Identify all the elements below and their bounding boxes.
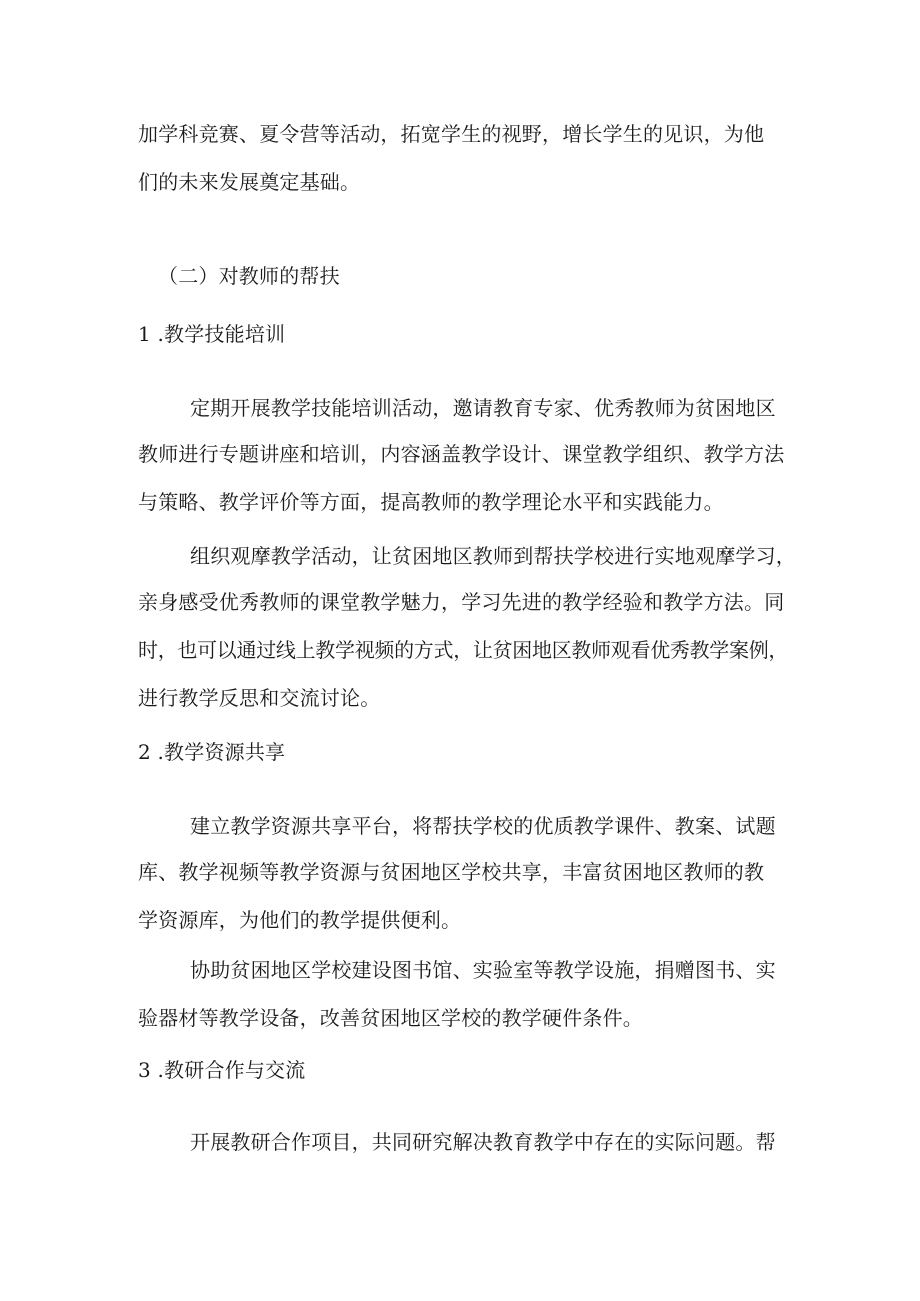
paragraph-line: 开展教研合作项目，共同研究解决教育教学中存在的实际问题。帮	[190, 1130, 776, 1154]
paragraph-line: 亲身感受优秀教师的课堂教学魅力，学习先进的教学经验和教学方法。同	[138, 590, 785, 614]
paragraph-line: 建立教学资源共享平台，将帮扶学校的优质教学课件、教案、试题	[190, 814, 776, 838]
paragraph-line: 学资源库，为他们的教学提供便利。	[138, 908, 462, 932]
paragraph-line: 加学科竞赛、夏令营等活动，拓宽学生的视野，增长学生的见识，为他	[138, 122, 765, 146]
paragraph-line: 组织观摩教学活动，让贫困地区教师到帮扶学校进行实地观摩学习，	[190, 544, 796, 568]
paragraph-line: 协助贫困地区学校建设图书馆、实验室等教学设施，捐赠图书、实	[190, 958, 776, 982]
paragraph-line: 时，也可以通过线上教学视频的方式，让贫困地区教师观看优秀教学案例，	[138, 638, 789, 662]
paragraph-line: 库、教学视频等教学资源与贫困地区学校共享，丰富贫困地区教师的教	[138, 860, 765, 884]
paragraph-line: 进行教学反思和交流讨论。	[138, 686, 381, 710]
paragraph-line: 们的未来发展奠定基础。	[138, 170, 361, 194]
paragraph-line: 验器材等教学设备，改善贫困地区学校的教学硬件条件。	[138, 1006, 643, 1030]
subsection-heading: 2 .教学资源共享	[138, 740, 286, 764]
paragraph-line: 教师进行专题讲座和培训，内容涵盖教学设计、课堂教学组织、教学方法	[138, 442, 785, 466]
subsection-heading: 1 .教学技能培训	[138, 322, 286, 346]
paragraph-line: 与策略、教学评价等方面，提高教师的教学理论水平和实践能力。	[138, 490, 724, 514]
paragraph-line: 定期开展教学技能培训活动，邀请教育专家、优秀教师为贫困地区	[190, 396, 776, 420]
section-heading: （二）对教师的帮扶	[158, 264, 340, 288]
subsection-heading: 3 .教研合作与交流	[138, 1058, 306, 1082]
